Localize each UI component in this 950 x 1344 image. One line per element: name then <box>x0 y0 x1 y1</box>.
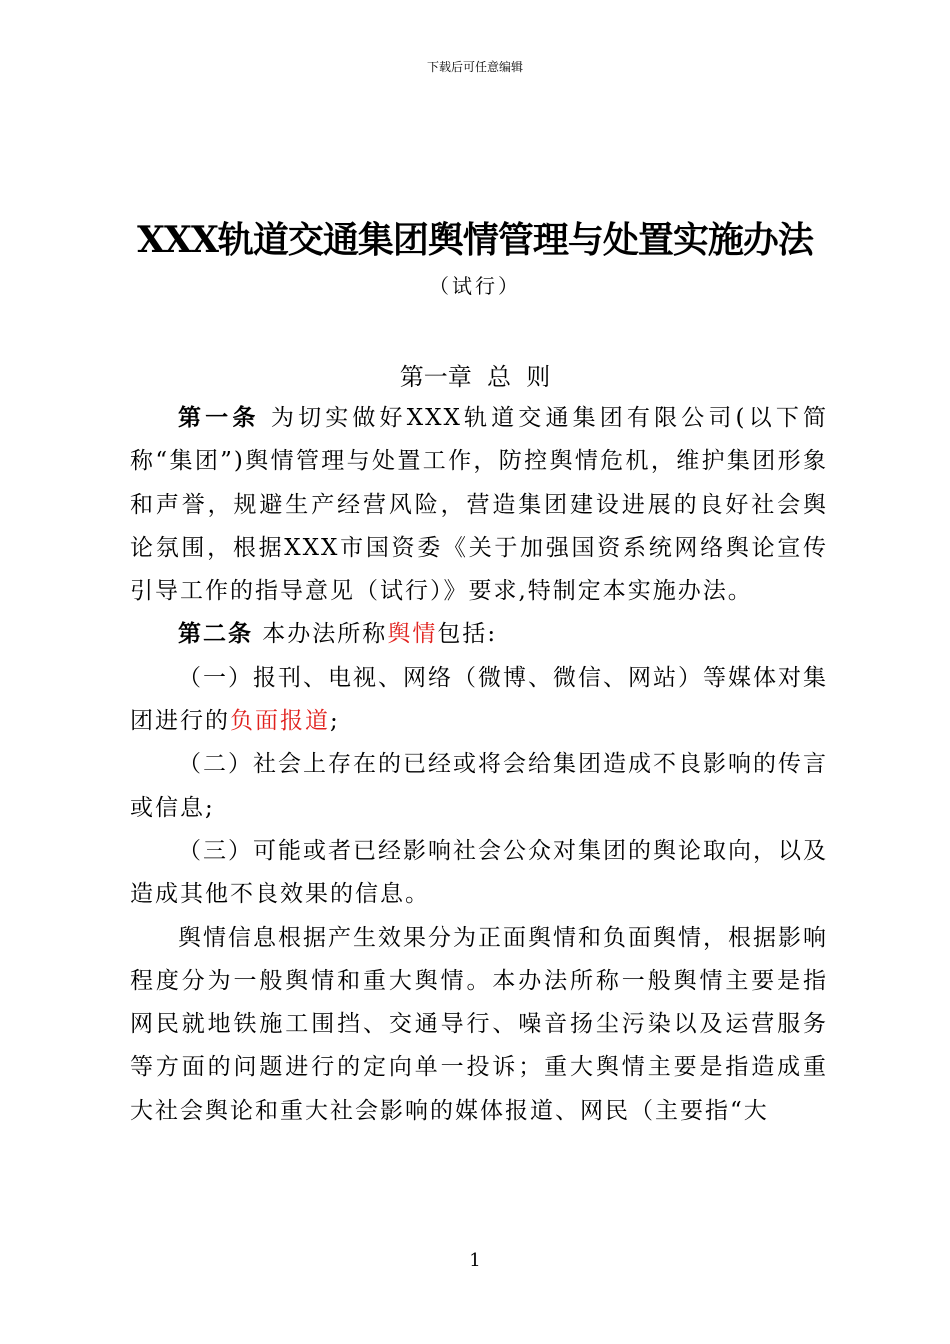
item-1 <box>130 657 828 744</box>
header-note: 下载后可任意编辑 <box>426 60 523 74</box>
article-2-label: 第二条 <box>178 621 253 648</box>
article-1 <box>130 397 828 613</box>
item-1-text-a: （一）报刊、电视、网络（微博、微信、网站）等媒体对集团进行的 <box>130 664 828 735</box>
item-1-highlight: 负面报道 <box>230 708 330 735</box>
page-number: 1 <box>469 1250 481 1271</box>
article-2-text-a: 本办法所称 <box>253 621 388 648</box>
chapter-heading: 第一章 总 则 <box>399 363 551 391</box>
article-2 <box>130 613 828 656</box>
article-2-text-b: 包括: <box>437 621 498 648</box>
document-subtitle: （试行） <box>429 274 521 298</box>
item-3: （三）可能或者已经影响社会公众对集团的舆论取向，以及造成其他不良效果的信息。 <box>130 837 828 908</box>
article-1-text: 为切实做好XXX轨道交通集团有限公司(以下简称“集团”)舆情管理与处置工作，防控舆情危机，维护集团形象和声誉，规避生产经营风险，营造集团建设进展的良好社会舆论氛围，根据XXX市国资委《关于加强国资系统网络舆论宣传引导工作的指导意见（试行）》要求,特制定本实施办法。 <box>130 405 828 605</box>
item-2: （二）社会上存在的已经或将会给集团造成不良影响的传言或信息; <box>130 751 828 821</box>
article-2-highlight: 舆情 <box>387 621 438 648</box>
article-1-label: 第一条 <box>178 405 260 431</box>
document-body <box>130 397 828 1133</box>
document-title: XXX轨道交通集团舆情管理与处置实施办法 <box>137 219 813 261</box>
item-1-text-b: ; <box>330 708 340 735</box>
body-paragraph: 舆情信息根据产生效果分为正面舆情和负面舆情，根据影响程度分为一般舆情和重大舆情。本办法所称一般舆情主要是指网民就地铁施工围挡、交通导行、噪音扬尘污染以及运营服务等方面的问题进行的定向单一投诉；重大舆情主要是指造成重大社会舆论和重大社会影响的媒体报道、网民（主要指“大 <box>130 924 828 1124</box>
